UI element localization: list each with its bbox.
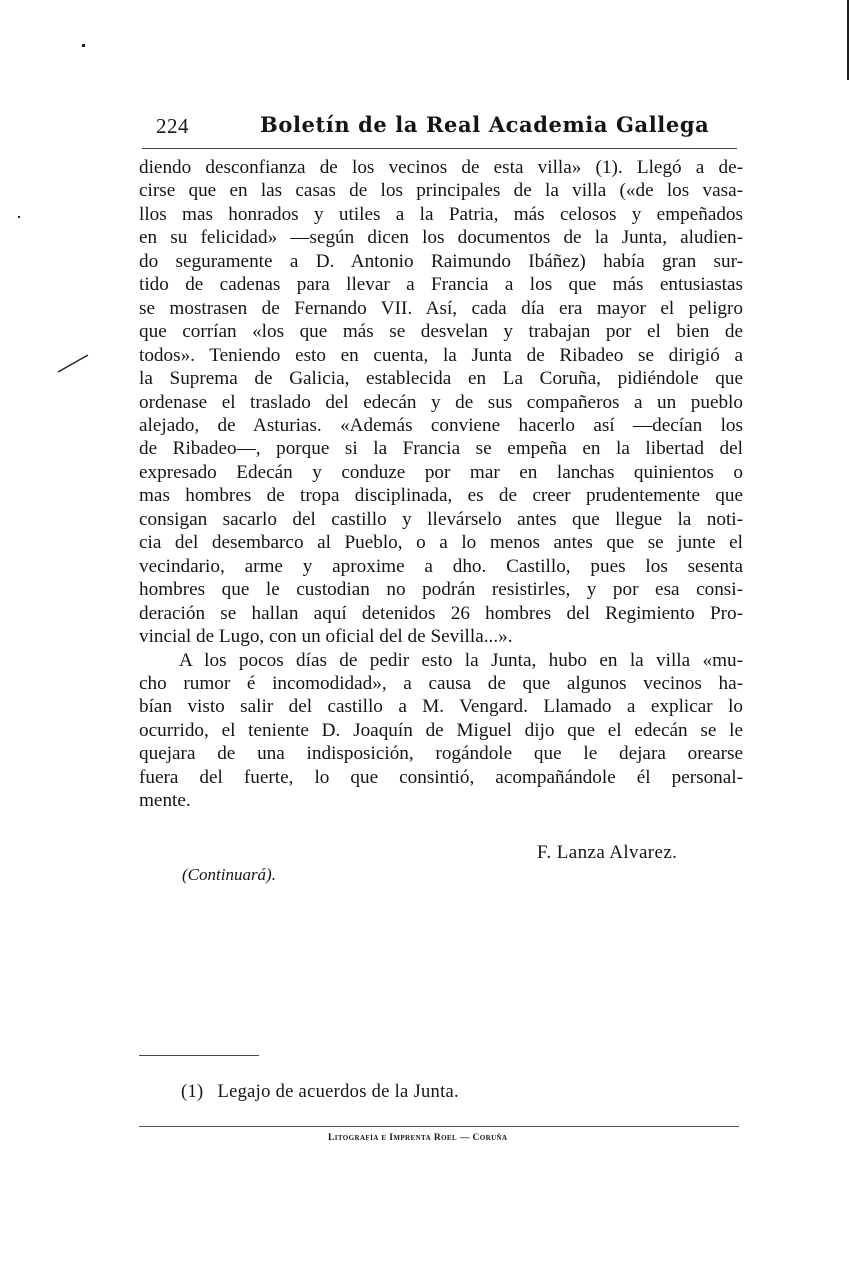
scan-speck (18, 216, 20, 218)
text-line: llos mas honrados y utiles a la Patria, más celosos y empeñados (139, 203, 743, 225)
text-line: vecindario, arme y aproxime a dho. Castillo, pues los sesenta (139, 555, 743, 577)
text-line: hombres que le custodian no podrán resistirles, y por esa consi- (139, 579, 743, 601)
footnote-text: Legajo de acuerdos de la Junta. (217, 1082, 459, 1102)
footnote-rule (139, 1055, 259, 1056)
text-line: cho rumor é incomodidad», a causa de que algunos vecinos ha- (139, 672, 743, 694)
text-line: se mostrasen de Fernando VII. Así, cada día era mayor el peligro (139, 297, 743, 319)
text-line: deración se hallan aquí detenidos 26 hombres del Regimiento Pro- (139, 602, 743, 624)
text-line: diendo desconfianza de los vecinos de esta villa» (1). Llegó a de- (139, 157, 743, 178)
footnote (181, 1082, 459, 1103)
continued-note: (Continuará). (182, 865, 276, 884)
text-line: que corrían «los que más se desvelan y trabajan por el bien de (139, 321, 743, 343)
scan-speck (82, 44, 85, 47)
text-line: consigan sacarlo del castillo y llevárselo antes que llegue la noti- (139, 508, 743, 530)
text-line: todos». Teniendo esto en cuenta, la Junta de Ribadeo se dirigió a (139, 344, 743, 366)
imprint-rule (139, 1126, 739, 1127)
author-signature: F. Lanza Alvarez. (537, 842, 678, 863)
journal-title: Boletín de la Real Academia Gallega (260, 112, 710, 137)
text-line: bían visto salir del castillo a M. Vengard. Llamado a explicar lo (139, 696, 743, 718)
text-line: la Suprema de Galicia, establecida en La Coruña, pidiéndole que (139, 368, 743, 390)
text-line: de Ribadeo—, porque si la Francia se empeña en la libertad del (139, 438, 743, 460)
text-line: mente. (139, 790, 191, 812)
body-text (139, 156, 743, 813)
text-line: A los pocos días de pedir esto la Junta, hubo en la villa «mu- (179, 649, 743, 671)
text-line: ocurrido, el teniente D. Joaquín de Miguel dijo que el edecán se le (139, 719, 743, 741)
text-line: cia del desembarco al Pueblo, o a lo menos antes que se junte el (139, 532, 743, 554)
text-line: quejara de una indisposición, rogándole que le dejara orearse (139, 743, 743, 765)
text-line: en su felicidad» —según dicen los documentos de la Junta, aludien- (139, 227, 743, 249)
scan-stroke (56, 352, 92, 376)
text-line: cirse que en las casas de los principales de la villa («de los vasa- (139, 180, 743, 202)
printer-imprint: Litografía e Imprenta Roel — Coruña (328, 1133, 508, 1143)
text-line: alejado, de Asturias. «Además conviene hacerlo así —decían los (139, 414, 743, 436)
text-line: expresado Edecán y conduze por mar en lanchas quinientos o (139, 461, 743, 483)
footnote-marker: (1) (181, 1082, 204, 1102)
text-line: mas hombres de tropa disciplinada, es de creer prudentemente que (139, 485, 743, 507)
text-line: fuera del fuerte, lo que consintió, acompañándole él personal- (139, 766, 743, 788)
header-rule (142, 148, 737, 149)
text-line: do seguramente a D. Antonio Raimundo Ibáñez) había gran sur- (139, 250, 743, 272)
text-line: vincial de Lugo, con un oficial del de Sevilla...». (139, 626, 513, 648)
scan-speck (847, 0, 849, 80)
text-line: tido de cadenas para llevar a Francia a los que más entusiastas (139, 274, 743, 296)
running-header (154, 112, 714, 146)
text-line: ordenase el traslado del edecán y de sus compañeros a un pueblo (139, 391, 743, 413)
page-number: 224 (156, 114, 189, 138)
